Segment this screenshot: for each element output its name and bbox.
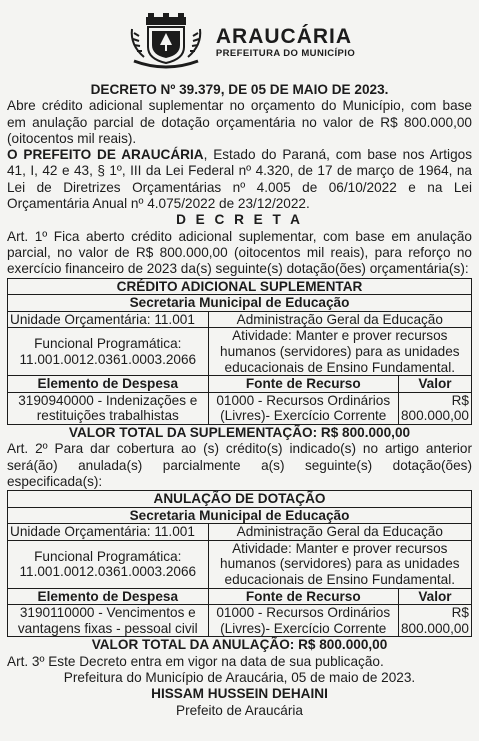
atividade-desc: Atividade: Manter e prover recursos humanos (servidores) para as unidades educacionais de Ensino Fundamental.: [208, 540, 471, 588]
preamble: [7, 147, 472, 212]
credit-table: [7, 278, 472, 425]
col-valor: Valor: [398, 588, 471, 605]
elemento-value: 3190110000 - Vencimentos e vantagens fixas - pessoal civil: [8, 605, 209, 637]
valor-amount: 800.000,00: [400, 408, 469, 424]
decree-summary: Abre crédito adicional suplementar no orçamento do Município, com base em anulação parcial de dotação orçamentária no valor de R$ 800.000,00 (oitocentos mil reais).: [7, 98, 472, 146]
table-title: CRÉDITO ADICIONAL SUPLEMENTAR: [8, 278, 472, 295]
annulment-table: [7, 490, 472, 637]
unidade-label: Unidade Orçamentária: 11.001: [8, 311, 209, 328]
decree-title: DECRETO Nº 39.379, DE 05 DE MAIO DE 2023.: [90, 82, 389, 97]
funcional-cell: [8, 540, 209, 588]
valor-amount: 800.000,00: [400, 620, 469, 636]
header: [7, 10, 472, 74]
signer-title: Prefeito de Araucária: [176, 702, 303, 718]
article-2: Art. 2º Para dar cobertura ao (s) crédito(s) indicado(s) no artigo anterior será(ão) anulada(s) parcialmente a(s) seguinte(s) dotação(ões) especificada(s):: [7, 441, 472, 489]
fonte-value: 01000 - Recursos Ordinários (Livres)- Exercício Corrente: [208, 605, 398, 637]
funcional-code: 11.001.0012.0361.0003.2066: [19, 564, 197, 580]
annulment-total: VALOR TOTAL DA ANULAÇÃO: R$ 800.000,00: [91, 637, 388, 653]
col-elemento: Elemento de Despesa: [8, 588, 209, 605]
brand-subtitle: PREFEITURA DO MUNICÍPIO: [215, 47, 356, 59]
signer-name: HISSAM HUSSEIN DEHAINI: [151, 686, 328, 702]
table-title: ANULAÇÃO DE DOTAÇÃO: [8, 491, 472, 508]
preamble-bold: O PREFEITO DE ARAUCÁRIA: [7, 147, 204, 163]
credit-total: VALOR TOTAL DA SUPLEMENTAÇÃO: R$ 800.000,00: [68, 424, 411, 440]
decreta-heading: D E C R E T A: [176, 212, 303, 228]
table-secretaria: Secretaria Municipal de Educação: [8, 507, 472, 524]
col-fonte: Fonte de Recurso: [208, 376, 398, 393]
valor-cell: [398, 605, 471, 637]
col-elemento: Elemento de Despesa: [8, 376, 209, 393]
table-secretaria: Secretaria Municipal de Educação: [8, 295, 472, 312]
funcional-cell: [8, 328, 209, 376]
brand: [216, 26, 355, 59]
preamble-text: , Estado do Paraná, com base nos Artigos 41, I, 42 e 43, § 1º, III da Lei Federal nº 4.320, de 17 de março de 1964, na Lei de Diretrizes Orçamentárias nº 4.005 de 06/10/2022 e na Lei Orçamentária Anual nº 4.075/2022 de 23/12/2022.: [7, 147, 472, 212]
funcional-code: 11.001.0012.0361.0003.2066: [19, 351, 197, 367]
valor-cell: [398, 392, 471, 424]
fonte-value: 01000 - Recursos Ordinários (Livres)- Exercício Corrente: [208, 392, 398, 424]
atividade-desc: Atividade: Manter e prover recursos humanos (servidores) para as unidades educacionais de Ensino Fundamental.: [208, 328, 471, 376]
elemento-value: 3190940000 - Indenizações e restituições trabalhistas: [8, 392, 209, 424]
funcional-label: Funcional Programática:: [34, 336, 182, 352]
brand-name: ARAUCÁRIA: [215, 24, 353, 48]
article-1: Art. 1º Fica aberto crédito adicional suplementar, com base em anulação parcial, no valor de R$ 800.000,00 (oitocentos mil reais), para reforço no exercício financeiro de 2023 da(s) seguinte(s) dotação(ões) orçamentária(s):: [7, 228, 472, 277]
unidade-desc: Administração Geral da Educação: [208, 524, 471, 541]
decree-page: [7, 0, 472, 719]
valor-currency: R$: [451, 392, 469, 408]
municipal-crest-icon: [124, 11, 208, 73]
place-date: Prefeitura do Município de Araucária, 05 de maio de 2023.: [63, 670, 416, 686]
unidade-label: Unidade Orçamentária: 11.001: [8, 524, 209, 541]
valor-currency: R$: [451, 605, 469, 621]
article-3: Art. 3º Este Decreto entra em vigor na data de sua publicação.: [7, 653, 384, 669]
unidade-desc: Administração Geral da Educação: [208, 311, 471, 328]
funcional-label: Funcional Programática:: [34, 548, 182, 564]
col-valor: Valor: [398, 376, 471, 393]
col-fonte: Fonte de Recurso: [208, 588, 398, 605]
